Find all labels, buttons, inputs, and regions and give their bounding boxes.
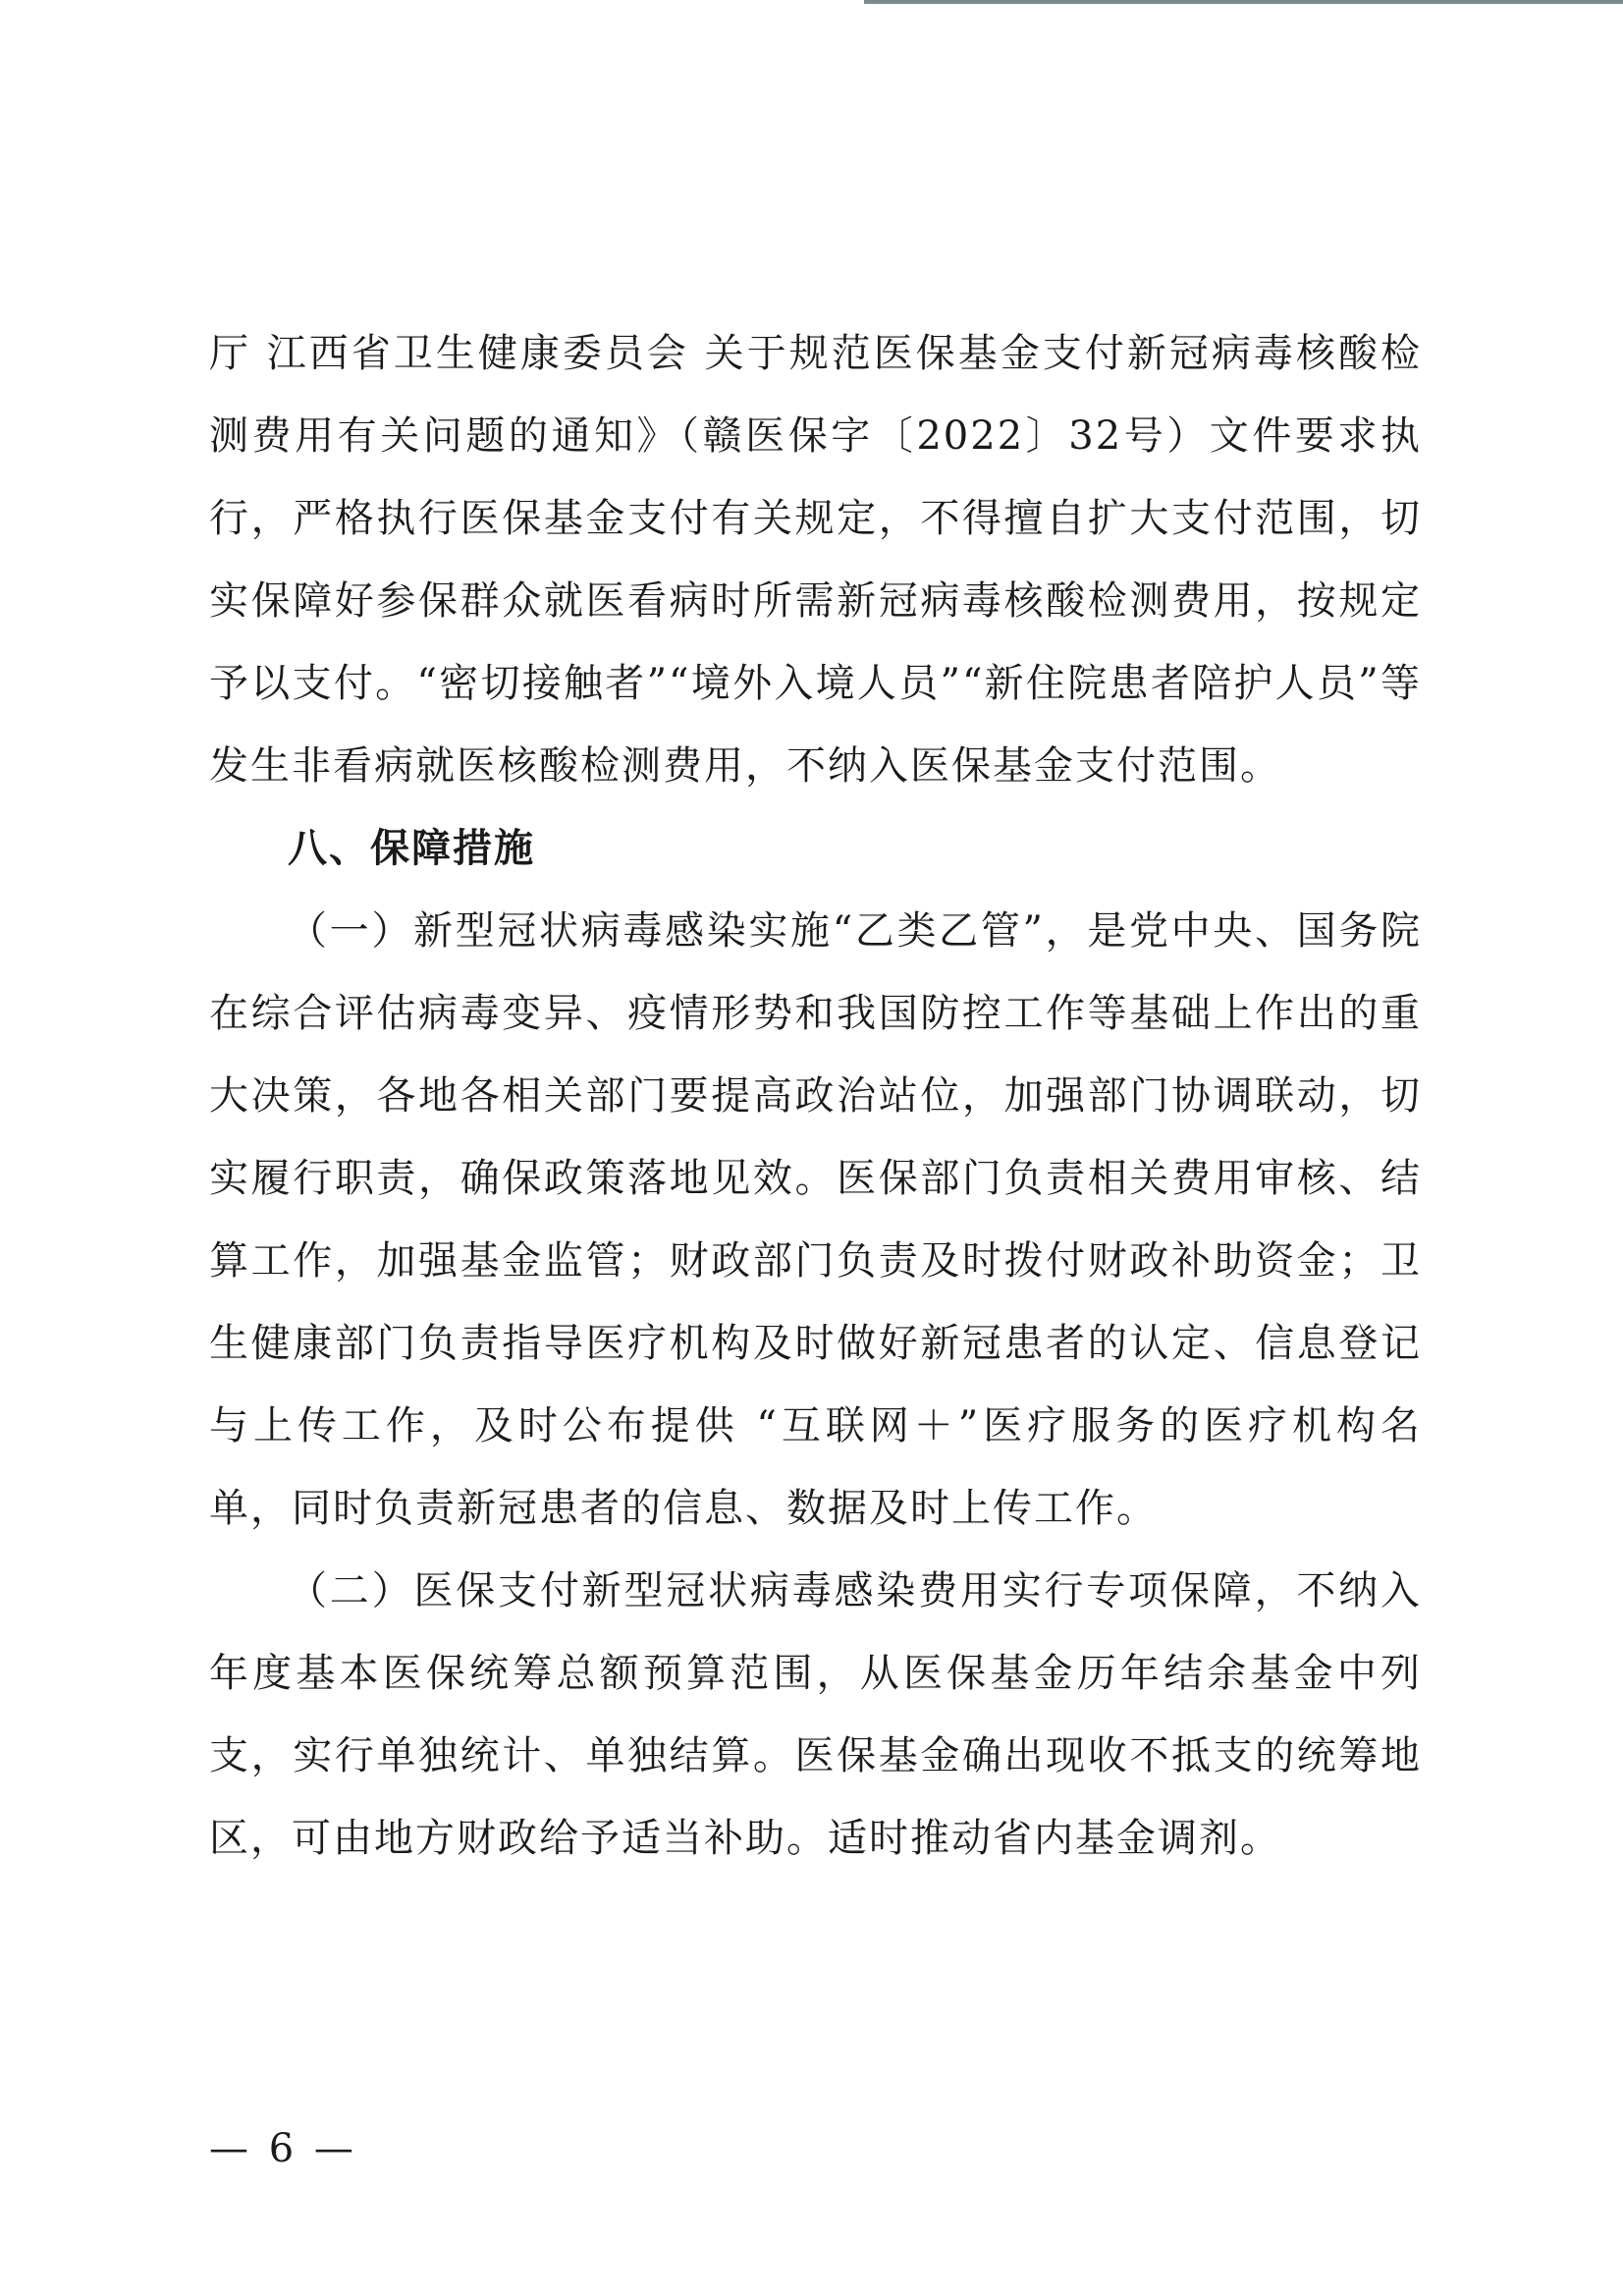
document-body: [209, 312, 1422, 1880]
paragraph-continuation: 厅 江西省卫生健康委员会 关于规范医保基金支付新冠病毒核酸检测费用有关问题的通知》（赣医保字〔2022〕32号）文件要求执行，严格执行医保基金支付有关规定，不得擅自扩大支付范围，切实保障好参保群众就医看病时所需新冠病毒核酸检测费用，按规定予以支付。“密切接触者”“境外入境人员”“新住院患者陪护人员”等发生非看病就医核酸检测费用，不纳入医保基金支付范围。: [209, 331, 1422, 789]
scan-top-edge-line: [864, 0, 1623, 4]
paragraph-item-1: （一）新型冠状病毒感染实施“乙类乙管”，是党中央、国务院在综合评估病毒变异、疫情形势和我国防控工作等基础上作出的重大决策，各地各相关部门要提高政治站位，加强部门协调联动，切实履行职责，确保政策落地见效。医保部门负责相关费用审核、结算工作，加强基金监管；财政部门负责及时拨付财政补助资金；卫生健康部门负责指导医疗机构及时做好新冠患者的认定、信息登记与上传工作，及时公布提供 “互联网＋”医疗服务的医疗机构名单，同时负责新冠患者的信息、数据及时上传工作。: [209, 908, 1422, 1531]
paragraph-item-2: （二）医保支付新型冠状病毒感染费用实行专项保障，不纳入年度基本医保统筹总额预算范围，从医保基金历年结余基金中列支，实行单独统计、单独结算。医保基金确出现收不抵支的统筹地区，可由地方财政给予适当补助。适时推动省内基金调剂。: [209, 1568, 1422, 1861]
page-number: — 6 —: [209, 2126, 357, 2171]
section-heading-safeguard-measures: 八、保障措施: [288, 826, 535, 871]
